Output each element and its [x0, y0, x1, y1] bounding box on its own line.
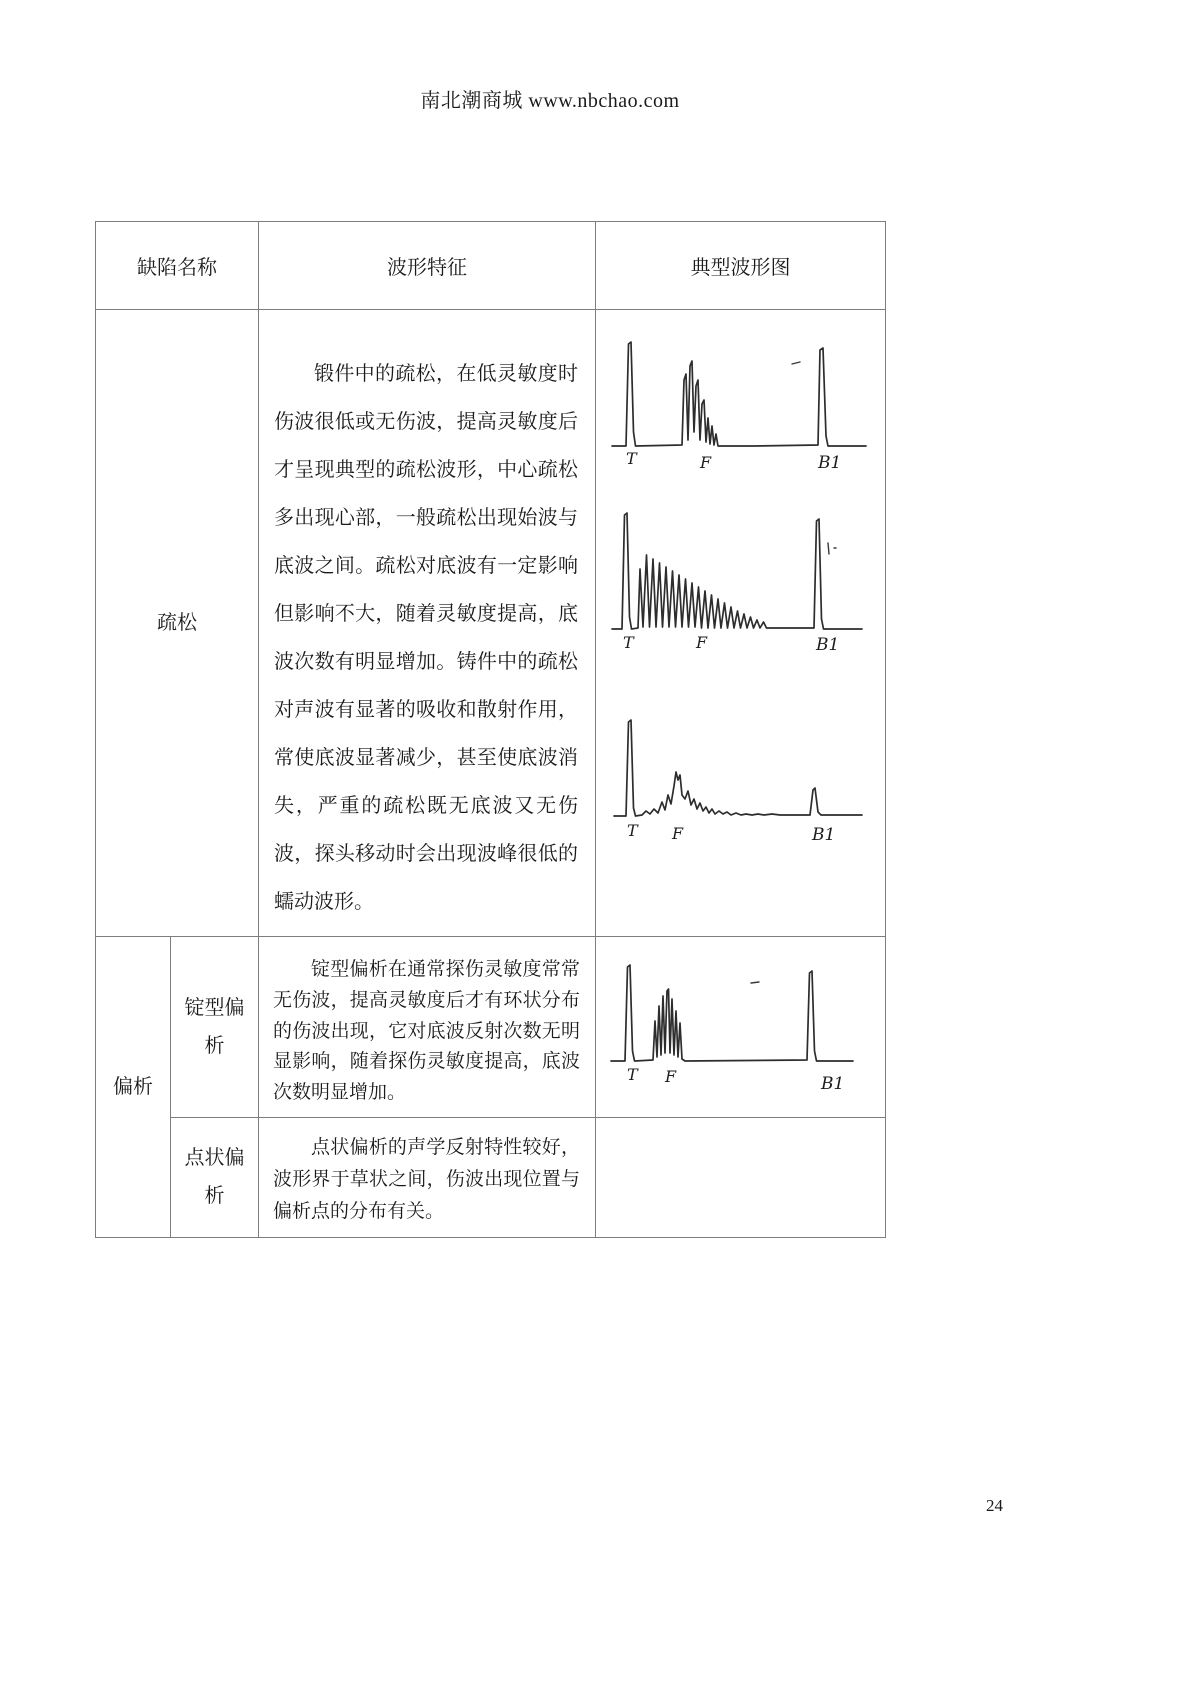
- waveform-label-t: T: [625, 449, 637, 468]
- waveform-diagram-porosity-3: [606, 700, 876, 850]
- waveform-diagram-ingot-segregation: [601, 953, 881, 1098]
- defect-name-shusong: 疏松: [96, 310, 259, 937]
- waveform-label-f: F: [664, 1067, 676, 1086]
- waveform-label-b1: B1: [817, 453, 841, 473]
- defect-subname-dianzhuang: 点状偏析: [171, 1117, 259, 1237]
- waveform-label-b1: B1: [820, 1074, 844, 1094]
- row-segregation-point: [96, 1117, 886, 1237]
- waveform-label-b1: B1: [811, 825, 835, 845]
- waveform-cell-dingxing: [596, 937, 886, 1118]
- waveform-label-t: T: [626, 821, 638, 840]
- waveform-cell-shusong: [596, 310, 886, 937]
- header-cell-defect-name: 缺陷名称: [96, 222, 259, 310]
- row-segregation-ingot: [96, 937, 886, 1118]
- site-header-text: 南北潮商城 www.nbchao.com: [420, 90, 680, 112]
- waveform-label-f: F: [671, 824, 683, 843]
- table-header-row: [96, 222, 886, 310]
- header-cell-waveform-features: 波形特征: [259, 222, 596, 310]
- defect-subname-dingxing: 锭型偏析: [171, 937, 259, 1118]
- defect-waveform-table: [95, 221, 886, 1238]
- waveform-diagram-porosity-1: [606, 328, 876, 473]
- waveform-label-f: F: [695, 633, 707, 652]
- header-cell-typical-waveform: 典型波形图: [596, 222, 886, 310]
- defect-desc-dingxing: 锭型偏析在通常探伤灵敏度常常无伤波，提高灵敏度后才有环状分布的伤波出现，它对底波反射次数无明显影响，随着探伤灵敏度提高，底波次数明显增加。: [259, 937, 596, 1118]
- row-shusong: [96, 310, 886, 937]
- page-number: 24: [986, 1496, 1003, 1515]
- waveform-diagram-porosity-2: [606, 501, 876, 656]
- defect-desc-shusong: 锻件中的疏松，在低灵敏度时伤波很低或无伤波，提高灵敏度后才呈现典型的疏松波形，中心疏松多出现心部，一般疏松出现始波与底波之间。疏松对底波有一定影响但影响不大，随着灵敏度提高，底波次数有明显增加。铸件中的疏松对声波有显著的吸收和散射作用，常使底波显著减少，甚至使底波消失，严重的疏松既无底波又无伤波，探头移动时会出现波峰很低的蠕动波形。: [259, 310, 596, 937]
- waveform-label-t: T: [626, 1065, 638, 1084]
- waveform-label-f: F: [699, 453, 711, 472]
- defect-desc-dianzhuang: 点状偏析的声学反射特性较好，波形界于草状之间，伤波出现位置与偏析点的分布有关。: [259, 1117, 596, 1237]
- waveform-label-b1: B1: [815, 635, 839, 655]
- waveform-cell-empty: [596, 1117, 886, 1237]
- waveform-label-t: T: [622, 633, 634, 652]
- defect-name-pianxi: 偏析: [96, 937, 171, 1238]
